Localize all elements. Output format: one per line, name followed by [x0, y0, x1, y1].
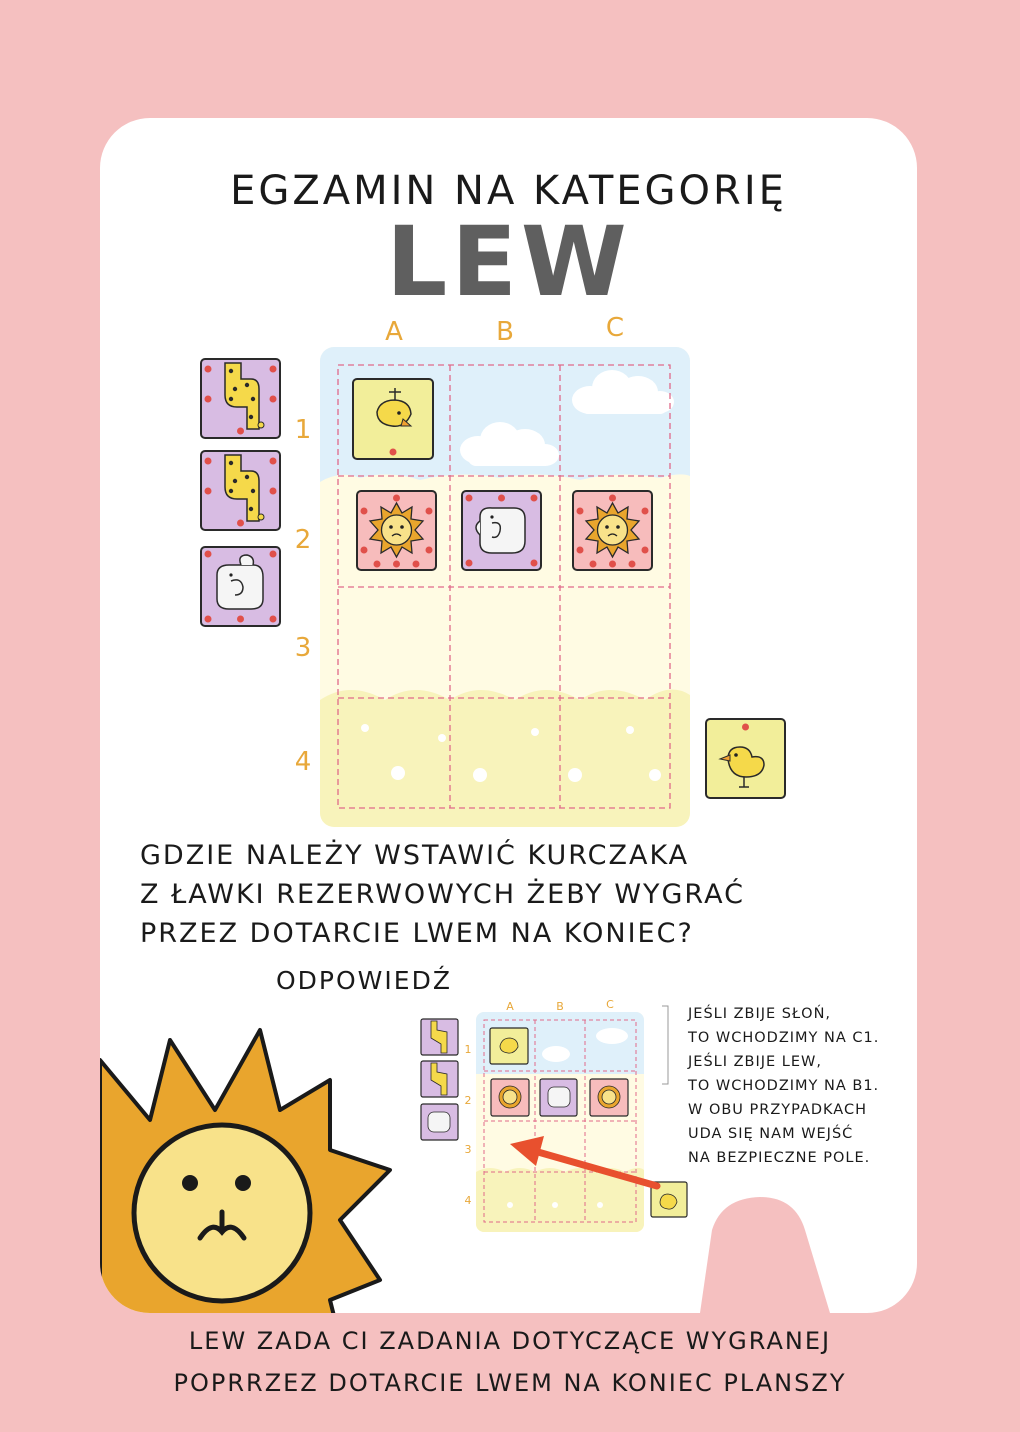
question-line: PRZEZ DOTARCIE LWEM NA KONIEC?: [140, 918, 694, 949]
explanation-line: UDA SIĘ NAM WEJŚĆ: [688, 1126, 854, 1142]
mini-row-label: 3: [464, 1143, 472, 1156]
column-label: B: [496, 317, 514, 347]
mini-reserve-giraffe: [421, 1019, 458, 1055]
row-label: 3: [294, 633, 312, 663]
row-label: 2: [294, 525, 312, 555]
explanation-line: JEŚLI ZBIJE SŁOŃ,: [688, 1006, 832, 1022]
explanation-line: JEŚLI ZBIJE LEW,: [688, 1054, 822, 1070]
question-line: GDZIE NALEŻY WSTAWIĆ KURCZAKA: [140, 840, 690, 871]
mini-reserve-giraffe: [421, 1061, 458, 1097]
footer-line: POPRRZEZ DOTARCIE LWEM NA KONIEC PLANSZY: [173, 1369, 847, 1397]
lion-piece-a2[interactable]: [357, 491, 436, 570]
mini-column-label: C: [606, 998, 614, 1011]
reserve-giraffe-piece[interactable]: [201, 359, 280, 438]
page-subtitle: LEW: [386, 206, 631, 318]
explanation-line: NA BEZPIECZNE POLE.: [688, 1150, 871, 1166]
explanation-bracket: [662, 1006, 668, 1084]
explanation-line: TO WCHODZIMY NA C1.: [688, 1030, 880, 1046]
column-label: C: [605, 313, 625, 343]
explanation-line: TO WCHODZIMY NA B1.: [688, 1078, 880, 1094]
footer-line: LEW ZADA CI ZADANIA DOTYCZĄCE WYGRANEJ: [188, 1327, 832, 1355]
mini-lion-piece-c2: [590, 1079, 628, 1116]
explanation-line: W OBU PRZYPADKACH: [688, 1102, 867, 1118]
mini-chick-piece-a1: [490, 1028, 528, 1064]
decorative-tab: [700, 1197, 830, 1313]
mini-row-label: 2: [464, 1094, 472, 1107]
mini-elephant-piece-b2: [540, 1079, 577, 1116]
chick-piece-a1[interactable]: [353, 379, 433, 459]
mini-column-label: B: [556, 1000, 564, 1013]
row-label: 4: [294, 747, 312, 777]
mini-row-label: 1: [464, 1043, 472, 1056]
meadow-area: [320, 690, 690, 827]
reserve-giraffe-piece[interactable]: [201, 451, 280, 530]
column-label: A: [385, 317, 403, 347]
row-label: 1: [294, 415, 312, 445]
mini-column-label: A: [506, 1000, 514, 1013]
reserve-chick-piece[interactable]: [706, 719, 785, 798]
elephant-piece-b2[interactable]: [462, 491, 541, 570]
lion-piece-c2[interactable]: [573, 491, 652, 570]
reserve-elephant-piece[interactable]: [201, 547, 280, 626]
mini-reserve-elephant: [421, 1104, 458, 1140]
page-title: EGZAMIN NA KATEGORIĘ: [230, 168, 787, 214]
mini-lion-piece-a2: [491, 1079, 529, 1116]
mini-row-label: 4: [464, 1194, 472, 1207]
lion-eye: [235, 1175, 251, 1191]
elephant-icon: [476, 508, 525, 553]
answer-label: ODPOWIEDŹ: [276, 966, 452, 995]
lion-mascot: [90, 1030, 390, 1340]
question-line: Z ŁAWKI REZERWOWYCH ŻEBY WYGRAĆ: [140, 879, 745, 910]
lion-eye: [182, 1175, 198, 1191]
